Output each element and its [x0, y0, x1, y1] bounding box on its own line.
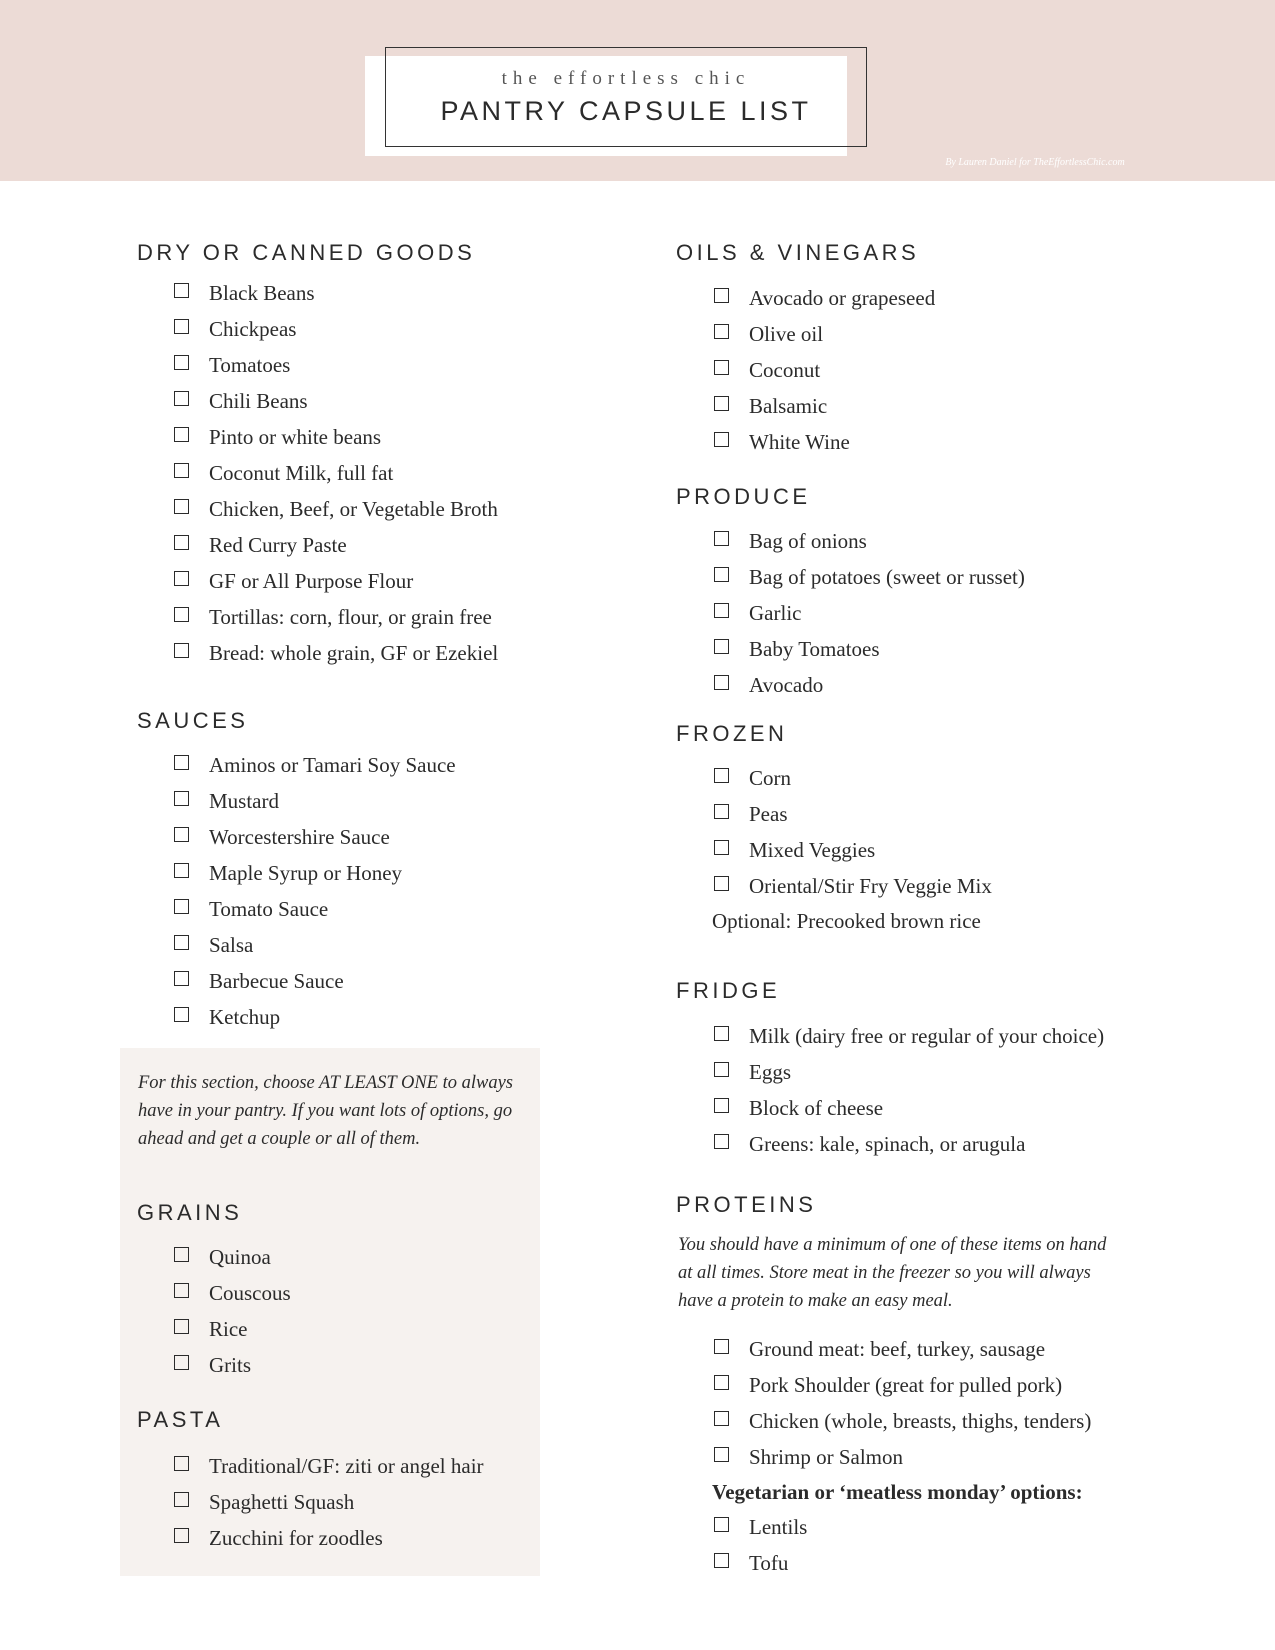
checkbox[interactable]	[174, 1283, 189, 1298]
list-item	[174, 1239, 291, 1275]
item-label: Mustard	[209, 788, 279, 813]
list-item	[714, 280, 935, 316]
section-title-oils: OILS & VINEGARS	[676, 240, 920, 265]
item-label: Pork Shoulder (great for pulled pork)	[749, 1372, 1063, 1397]
item-label: Tomatoes	[209, 352, 291, 377]
checkbox[interactable]	[174, 607, 189, 622]
section-title-proteins: PROTEINS	[676, 1192, 817, 1217]
item-label: Black Beans	[209, 280, 315, 305]
checkbox[interactable]	[174, 463, 189, 478]
list-item	[174, 1520, 484, 1556]
item-label: Chicken (whole, breasts, thighs, tenders)	[749, 1408, 1092, 1433]
item-label: Tomato Sauce	[209, 896, 329, 921]
list-item	[714, 667, 1025, 703]
item-label: Peas	[749, 801, 788, 826]
checkbox[interactable]	[174, 827, 189, 842]
checkbox[interactable]	[714, 432, 729, 447]
list-item	[714, 1054, 1104, 1090]
checkbox[interactable]	[174, 971, 189, 986]
checkbox[interactable]	[174, 863, 189, 878]
produce-list	[714, 523, 1025, 703]
sauces-list	[174, 747, 456, 1035]
frozen-list	[714, 760, 992, 904]
checkbox[interactable]	[714, 840, 729, 855]
list-item	[714, 595, 1025, 631]
list-item	[174, 1275, 291, 1311]
checkbox[interactable]	[714, 1062, 729, 1077]
list-item	[174, 819, 456, 855]
dry-canned-list	[174, 275, 498, 671]
checkbox[interactable]	[714, 360, 729, 375]
checkbox[interactable]	[714, 1026, 729, 1041]
checkbox[interactable]	[714, 639, 729, 654]
checkbox[interactable]	[174, 319, 189, 334]
list-item	[714, 1439, 1091, 1475]
list-item	[714, 1403, 1091, 1439]
checkbox[interactable]	[714, 288, 729, 303]
checkbox[interactable]	[174, 1492, 189, 1507]
checkbox[interactable]	[714, 804, 729, 819]
list-item	[174, 275, 498, 311]
item-label: Ketchup	[209, 1004, 281, 1029]
item-label: Olive oil	[749, 321, 824, 346]
list-item	[174, 855, 456, 891]
checkbox[interactable]	[714, 1447, 729, 1462]
checkbox[interactable]	[174, 1456, 189, 1471]
checkbox[interactable]	[174, 1319, 189, 1334]
frozen-optional-note: Optional: Precooked brown rice	[712, 909, 981, 933]
item-label: Bag of potatoes (sweet or russet)	[749, 564, 1025, 589]
item-label: Mixed Veggies	[749, 837, 876, 862]
item-label: Chicken, Beef, or Vegetable Broth	[209, 496, 498, 521]
list-item	[174, 963, 456, 999]
list-item	[714, 523, 1025, 559]
checkbox[interactable]	[174, 1528, 189, 1543]
list-item	[714, 760, 992, 796]
vegetarian-list	[714, 1509, 807, 1581]
checkbox[interactable]	[714, 1134, 729, 1149]
checkbox[interactable]	[174, 643, 189, 658]
checkbox[interactable]	[174, 427, 189, 442]
item-label: Block of cheese	[749, 1095, 884, 1120]
item-label: Maple Syrup or Honey	[209, 860, 403, 885]
item-label: GF or All Purpose Flour	[209, 568, 414, 593]
list-item	[174, 1311, 291, 1347]
checkbox[interactable]	[174, 499, 189, 514]
list-item	[174, 635, 498, 671]
list-item	[714, 1331, 1091, 1367]
item-label: Bread: whole grain, GF or Ezekiel	[209, 640, 499, 665]
checkbox[interactable]	[714, 1375, 729, 1390]
list-item	[174, 1484, 484, 1520]
item-label: Greens: kale, spinach, or arugula	[749, 1131, 1026, 1156]
list-item	[714, 868, 992, 904]
checkbox[interactable]	[174, 1355, 189, 1370]
checkbox[interactable]	[174, 355, 189, 370]
checkbox[interactable]	[714, 531, 729, 546]
checkbox[interactable]	[714, 603, 729, 618]
checkbox[interactable]	[714, 1517, 729, 1532]
checkbox[interactable]	[714, 567, 729, 582]
item-label: Barbecue Sauce	[209, 968, 344, 993]
list-item	[714, 424, 935, 460]
oils-list	[714, 280, 935, 460]
item-label: Salsa	[209, 932, 254, 957]
list-item	[174, 891, 456, 927]
checkbox[interactable]	[174, 1007, 189, 1022]
checkbox[interactable]	[714, 876, 729, 891]
list-item	[714, 796, 992, 832]
checkbox[interactable]	[174, 791, 189, 806]
list-item	[714, 1367, 1091, 1403]
item-label: Zucchini for zoodles	[209, 1525, 383, 1550]
checkbox[interactable]	[174, 391, 189, 406]
section-title-produce: PRODUCE	[676, 484, 811, 509]
item-label: White Wine	[749, 429, 850, 454]
list-item	[174, 527, 498, 563]
item-label: Garlic	[749, 600, 802, 625]
list-item	[174, 927, 456, 963]
item-label: Aminos or Tamari Soy Sauce	[209, 752, 456, 777]
brand-kicker: the effortless chic	[501, 68, 751, 89]
checkbox[interactable]	[174, 571, 189, 586]
item-label: Avocado	[749, 672, 824, 697]
item-label: Ground meat: beef, turkey, sausage	[749, 1336, 1046, 1361]
checkbox[interactable]	[714, 324, 729, 339]
checkbox[interactable]	[174, 899, 189, 914]
checkbox[interactable]	[714, 1411, 729, 1426]
list-item	[714, 316, 935, 352]
item-label: Pinto or white beans	[209, 424, 382, 449]
item-label: Avocado or grapeseed	[749, 285, 936, 310]
list-item	[714, 1126, 1104, 1162]
item-label: Coconut	[749, 357, 821, 382]
item-label: Eggs	[749, 1059, 791, 1084]
checkbox[interactable]	[714, 768, 729, 783]
vegetarian-options-label: Vegetarian or ‘meatless monday’ options:	[712, 1480, 1083, 1504]
section-title-fridge: FRIDGE	[676, 978, 781, 1003]
list-item	[174, 419, 498, 455]
item-label: Chili Beans	[209, 388, 308, 413]
item-label: Tortillas: corn, flour, or grain free	[209, 604, 492, 629]
checkbox[interactable]	[714, 1553, 729, 1568]
item-label: Spaghetti Squash	[209, 1489, 355, 1514]
item-label: Oriental/Stir Fry Veggie Mix	[749, 873, 992, 898]
list-item	[714, 388, 935, 424]
section-title-grains: GRAINS	[137, 1200, 243, 1225]
item-label: Corn	[749, 765, 791, 790]
list-item	[174, 455, 498, 491]
item-label: Coconut Milk, full fat	[209, 460, 394, 485]
page-title: PANTRY CAPSULE LIST	[440, 96, 812, 126]
item-label: Couscous	[209, 1280, 291, 1305]
list-item	[174, 347, 498, 383]
pasta-list	[174, 1448, 484, 1556]
section-title-frozen: FROZEN	[676, 721, 788, 746]
fridge-list	[714, 1018, 1104, 1162]
list-item	[714, 1090, 1104, 1126]
list-item	[714, 832, 992, 868]
list-item	[714, 631, 1025, 667]
checkbox[interactable]	[174, 935, 189, 950]
list-item	[174, 599, 498, 635]
list-item	[174, 491, 498, 527]
proteins-list	[714, 1331, 1091, 1475]
item-label: Baby Tomatoes	[749, 636, 880, 661]
item-label: Shrimp or Salmon	[749, 1444, 904, 1469]
choose-one-note: For this section, choose AT LEAST ONE to always have in your pantry. If you want lots of options, go ahead and get a couple or all of them.	[138, 1073, 513, 1149]
list-item	[174, 999, 456, 1035]
item-label: Grits	[209, 1352, 251, 1377]
list-item	[174, 1347, 291, 1383]
checkbox[interactable]	[714, 675, 729, 690]
list-item	[174, 311, 498, 347]
list-item	[174, 783, 456, 819]
grains-list	[174, 1239, 291, 1383]
item-label: Traditional/GF: ziti or angel hair	[209, 1453, 484, 1478]
item-label: Lentils	[749, 1514, 808, 1539]
item-label: Red Curry Paste	[209, 532, 347, 557]
item-label: Chickpeas	[209, 316, 297, 341]
list-item	[714, 559, 1025, 595]
section-title-dry-canned: DRY OR CANNED GOODS	[137, 240, 476, 265]
item-label: Rice	[209, 1316, 248, 1341]
list-item	[714, 1018, 1104, 1054]
item-label: Balsamic	[749, 393, 828, 418]
list-item	[174, 563, 498, 599]
list-item	[714, 352, 935, 388]
checkbox[interactable]	[714, 1098, 729, 1113]
item-label: Milk (dairy free or regular of your choice)	[749, 1023, 1105, 1048]
checkbox[interactable]	[174, 283, 189, 298]
section-title-pasta: PASTA	[137, 1407, 224, 1432]
checkbox[interactable]	[714, 396, 729, 411]
proteins-note: You should have a minimum of one of these items on hand at all times. Store meat in the freezer so you will always have a protein to make an easy meal.	[678, 1235, 1107, 1311]
section-title-sauces: SAUCES	[137, 708, 249, 733]
checkbox[interactable]	[174, 755, 189, 770]
list-item	[174, 747, 456, 783]
checkbox[interactable]	[714, 1339, 729, 1354]
item-label: Quinoa	[209, 1244, 271, 1269]
list-item	[714, 1509, 807, 1545]
list-item	[714, 1545, 807, 1581]
checkbox[interactable]	[174, 535, 189, 550]
item-label: Worcestershire Sauce	[209, 824, 390, 849]
list-item	[174, 383, 498, 419]
byline: By Lauren Daniel for TheEffortlessChic.com	[945, 157, 1125, 168]
checkbox[interactable]	[174, 1247, 189, 1262]
item-label: Bag of onions	[749, 528, 867, 553]
item-label: Tofu	[749, 1550, 789, 1575]
list-item	[174, 1448, 484, 1484]
